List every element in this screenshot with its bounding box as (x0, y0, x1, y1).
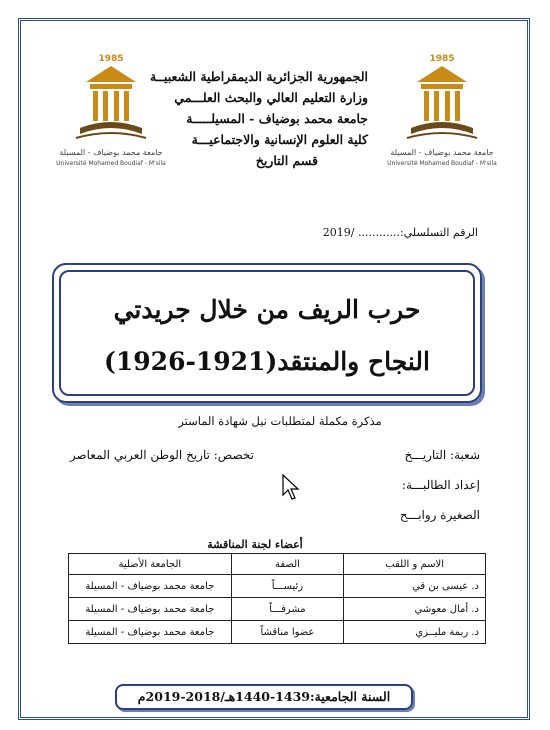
member-university: جامعة محمد بوضياف - المسيلة (69, 575, 232, 598)
table-row (69, 598, 486, 621)
mouse-cursor-icon (282, 474, 300, 500)
member-role: رئيســـاً (231, 575, 344, 598)
table-header-row (69, 554, 486, 575)
branch-label: شعبة: التاريـــخ (404, 448, 480, 462)
header-department: قسم التاريخ (255, 153, 318, 168)
university-emblem-icon (397, 52, 487, 148)
logo-caption-fr: Université Mohamed Boudiaf - M'sila (387, 160, 497, 167)
column-header-role: الصفة (231, 554, 344, 575)
header-republic: الجمهورية الجزائرية الديمقراطية الشعبيــة (149, 69, 368, 84)
prepared-by-label: إعداد الطالبـــة: (401, 478, 480, 492)
specialty-label: تخصص: تاريخ الوطن العربي المعاصر (69, 448, 254, 462)
member-name: د. عيسى بن قي (344, 575, 486, 598)
table-row (69, 575, 486, 598)
table-row (69, 621, 486, 644)
thesis-title-line1: حرب الريف من خلال جريدتي (113, 295, 421, 324)
logo-caption-ar: جامعة محمد بوضياف - المسيلة (390, 148, 494, 157)
column-header-university: الجامعة الأصلية (69, 554, 232, 575)
member-university: جامعة محمد بوضياف - المسيلة (69, 621, 232, 644)
member-role: عضوا مناقشاً (231, 621, 344, 644)
header-ministry: وزارة التعليم العالي والبحث العلـــمي (174, 90, 368, 105)
title-box (52, 263, 482, 403)
header-faculty: كلية العلوم الإنسانية والاجتماعيـــة (191, 132, 368, 147)
institution-header (128, 66, 368, 171)
logo-year: 1985 (98, 54, 124, 64)
student-name: الصغيرة روابـــح (399, 508, 480, 522)
member-role: مشرفـــاً (231, 598, 344, 621)
logo-caption-fr: Université Mohamed Boudiaf - M'sila (56, 160, 166, 167)
thesis-title-line2: النجاح والمنتقد(1921-1926) (104, 347, 430, 376)
member-name: د. ربمة مليــزي (344, 621, 486, 644)
serial-number: الرقم التسلسلي:............ /2019 (322, 226, 478, 239)
committee-title: أعضاء لجنة المناقشة (207, 538, 303, 551)
column-header-name: الاسم و اللقب (344, 554, 486, 575)
header-university: جامعة محمد بوضياف - المسيلـــــة (186, 111, 368, 126)
member-name: د. أمال معوشي (344, 598, 486, 621)
logo-caption-ar: جامعة محمد بوضياف - المسيلة (59, 148, 163, 157)
committee-table (68, 553, 486, 644)
member-university: جامعة محمد بوضياف - المسيلة (69, 598, 232, 621)
thesis-subtitle: مذكرة مكملة لمتطلبات نيل شهادة الماستر (178, 414, 382, 428)
university-logo-right (387, 52, 497, 172)
title-box-inner (59, 270, 475, 396)
academic-year: السنة الجامعية:1439-1440هـ/2018-2019م (115, 684, 413, 710)
logo-year: 1985 (429, 54, 455, 64)
